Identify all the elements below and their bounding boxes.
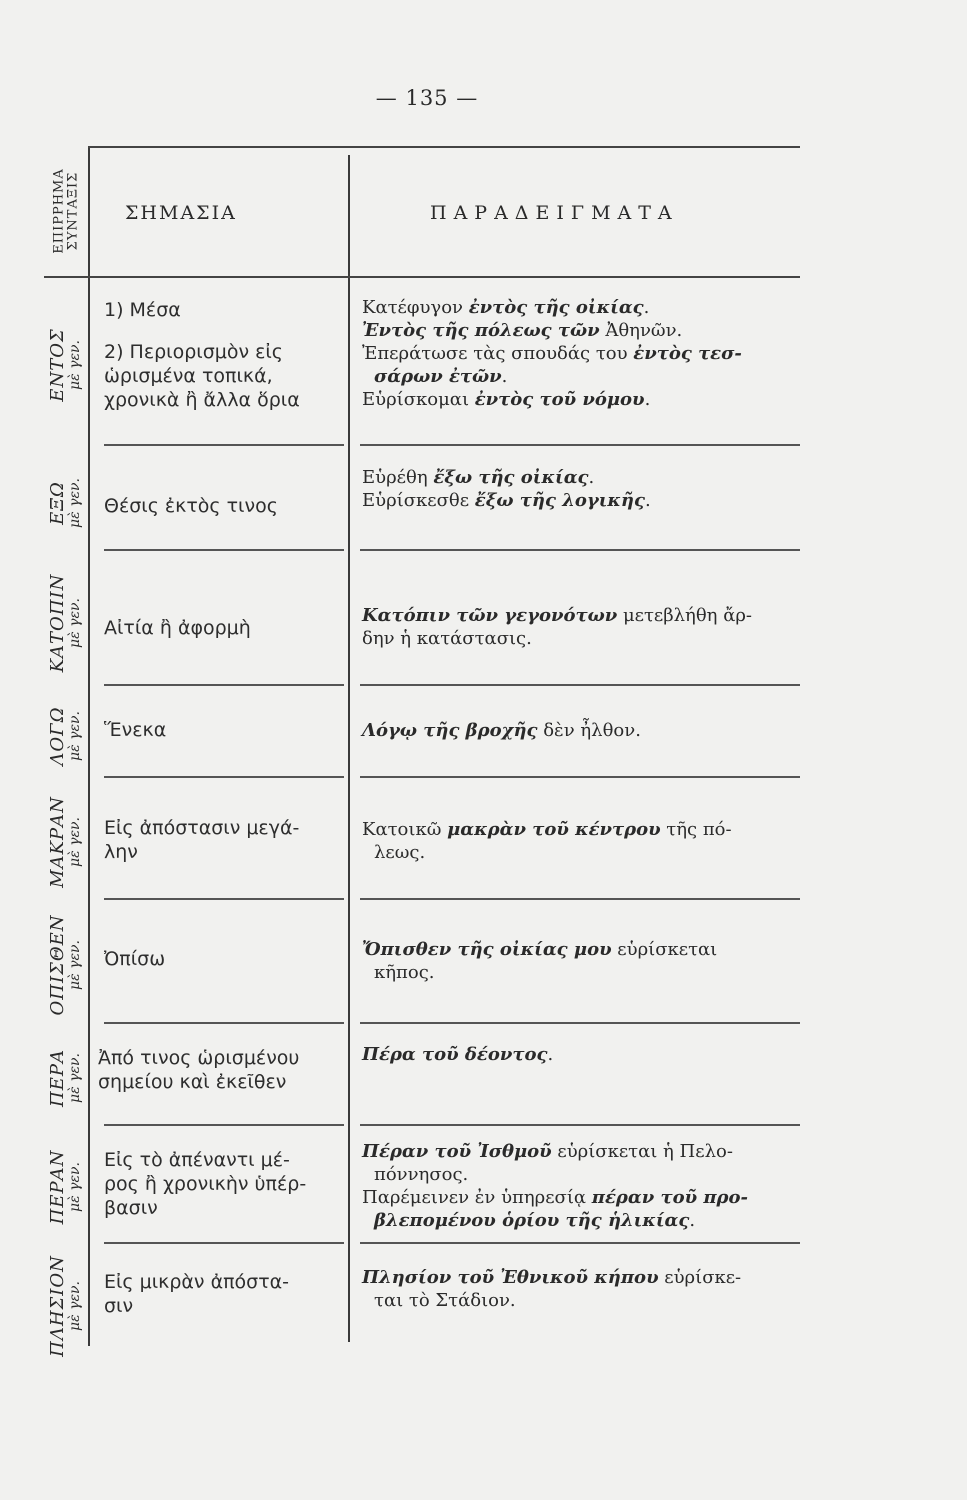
example-line: κῆπος.: [374, 962, 435, 983]
row-adverb: ΠΕΡΑ: [47, 1049, 69, 1107]
row-meaning: [104, 494, 348, 518]
example-line: Εὑρίσκομαι ἐντὸς τοῦ νόμου.: [362, 389, 651, 410]
row-adverb-cell: [44, 1028, 88, 1128]
example-line: Ἐντὸς τῆς πόλεως τῶν Ἀθηνῶν.: [362, 320, 683, 341]
row-meaning: [104, 616, 348, 640]
example-line: Εὑρέθη ἔξω τῆς οἰκίας.: [362, 467, 595, 488]
example-line: Κατέφυγον ἐντὸς τῆς οἰκίας.: [362, 297, 650, 318]
row-case: μὲ γεν.: [67, 1053, 84, 1103]
meaning-line: σιν: [104, 1295, 134, 1317]
row-adverb: ΠΕΡΑΝ: [47, 1149, 69, 1225]
meaning-line: βασιν: [104, 1197, 158, 1219]
example-line: δην ἡ κατάστασις.: [362, 628, 532, 649]
header-adverb-cell: [44, 146, 88, 276]
row-divider: [104, 898, 344, 900]
row-case: μὲ γεν.: [67, 1281, 84, 1331]
meaning-line: Εἰς ἀπόστασιν μεγά-: [104, 817, 300, 839]
row-divider: [360, 1242, 800, 1244]
meaning-line: 1) Μέσα: [104, 299, 181, 321]
example-line: πόννησος.: [374, 1164, 469, 1185]
meaning-line: 2) Περιορισμὸν εἰς ὡρισμένα τοπικά, χρονικὰ ἢ ἄλλα ὅρια: [104, 341, 300, 411]
row-divider: [360, 776, 800, 778]
row-examples: [362, 466, 802, 512]
example-line: σάρων ἐτῶν.: [374, 366, 508, 387]
row-divider: [104, 444, 344, 446]
example-line: Εὑρίσκεσθε ἔξω τῆς λογικῆς.: [362, 490, 651, 511]
row-examples: [362, 1043, 802, 1066]
example-line: βλεπομένου ὁρίου τῆς ἡλικίας.: [374, 1210, 696, 1231]
row-divider: [104, 684, 344, 686]
row-case: μὲ γεν.: [67, 597, 84, 648]
meaning-line: λην: [104, 841, 138, 863]
row-adverb-cell: [44, 280, 88, 450]
meaning-line: Εἰς μικρὰν ἀπόστα-: [104, 1271, 290, 1293]
row-case: μὲ γεν.: [67, 477, 84, 528]
row-adverb: ΟΠΙΣΘΕΝ: [47, 914, 69, 1016]
row-case: μὲ γεν.: [67, 340, 84, 390]
row-divider: [360, 549, 800, 551]
column-divider-middle: [348, 155, 350, 1342]
row-adverb-cell: [44, 1128, 88, 1246]
row-meaning: [104, 1270, 348, 1318]
column-divider-left: [88, 146, 90, 1346]
example-line: Ὄπισθεν τῆς οἰκίας μου εὑρίσκεται: [362, 939, 718, 960]
row-examples: [362, 938, 802, 984]
row-adverb: ΕΝΤΟΣ: [47, 328, 69, 402]
top-rule: [88, 146, 800, 148]
row-case: μὲ γεν.: [67, 711, 84, 761]
row-divider: [104, 776, 344, 778]
example-line: Κατόπιν τῶν γεγονότων μετεβλήθη ἄρ-: [362, 605, 753, 626]
row-adverb: ΛΟΓΩ: [47, 706, 69, 766]
row-adverb: ΚΑΤΟΠΙΝ: [47, 573, 69, 672]
example-line: Πέρα τοῦ δέοντος.: [362, 1044, 554, 1065]
header-examples: ΠΑΡΑΔΕΙΓΜΑΤΑ: [430, 202, 679, 224]
row-adverb-cell: [44, 902, 88, 1028]
row-case: μὲ γεν.: [67, 1162, 84, 1212]
row-meaning: [98, 1046, 354, 1094]
example-line: Ἐπεράτωσε τὰς σπουδάς του ἐντὸς τεσ-: [362, 343, 742, 364]
row-case: μὲ γεν.: [67, 817, 84, 867]
row-meaning: [104, 1148, 348, 1220]
row-meaning: [104, 298, 348, 412]
row-adverb: ΕΞΩ: [47, 480, 69, 525]
meaning-line: Εἰς τὸ ἀπέναντι μέ-: [104, 1149, 290, 1171]
meaning-line: Αἰτία ἢ ἀφορμὴ: [104, 617, 251, 639]
header-syntax-label: ΣΥΝΤΑΞΙΣ: [65, 171, 80, 251]
header-rule: [44, 276, 800, 278]
meaning-line: Ὀπίσω: [104, 948, 166, 970]
example-line: Πλησίον τοῦ Ἐθνικοῦ κήπου εὑρίσκε-: [362, 1267, 742, 1288]
row-divider: [360, 898, 800, 900]
row-divider: [104, 1242, 344, 1244]
row-examples: [362, 1140, 802, 1232]
row-divider: [104, 1022, 344, 1024]
row-adverb-cell: [44, 782, 88, 902]
example-line: Λόγῳ τῆς βροχῆς δὲν ἦλθον.: [362, 720, 641, 741]
row-divider: [360, 1022, 800, 1024]
row-adverb-cell: [44, 690, 88, 782]
row-meaning: [104, 718, 348, 742]
row-adverb: ΠΛΗΣΙΟΝ: [47, 1255, 69, 1357]
meaning-line: Ἕνεκα: [104, 719, 167, 741]
example-line: Κατοικῶ μακρὰν τοῦ κέντρου τῆς πό-: [362, 819, 732, 840]
row-divider: [104, 1124, 344, 1126]
example-line: Παρέμεινεν ἐν ὑπηρεσίᾳ πέραν τοῦ προ-: [362, 1187, 748, 1208]
row-examples: [362, 1266, 802, 1312]
meaning-line: ρος ἢ χρονικὴν ὑπέρ-: [104, 1173, 307, 1195]
row-divider: [360, 1124, 800, 1126]
row-meaning: [104, 816, 348, 864]
row-examples: [362, 719, 802, 742]
row-adverb-cell: [44, 450, 88, 555]
header-adverb-label: ΕΠΙΡΡΗΜΑ: [51, 168, 67, 254]
header-meaning: ΣΗΜΑΣΙΑ: [125, 202, 237, 224]
row-adverb-cell: [44, 1246, 88, 1366]
row-divider: [104, 549, 344, 551]
example-line: Πέραν τοῦ Ἰσθμοῦ εὑρίσκεται ἡ Πελο-: [362, 1141, 733, 1162]
row-examples: [362, 296, 802, 411]
row-meaning: [104, 947, 348, 971]
row-divider: [360, 684, 800, 686]
row-adverb-cell: [44, 555, 88, 690]
row-examples: [362, 818, 802, 864]
page-number: — 135 —: [375, 86, 479, 110]
row-divider: [360, 444, 800, 446]
row-case: μὲ γεν.: [67, 940, 84, 990]
example-line: λεως.: [374, 842, 426, 863]
row-examples: [362, 604, 802, 650]
example-line: ται τὸ Στάδιον.: [374, 1290, 516, 1311]
row-adverb: ΜΑΚΡΑΝ: [47, 796, 69, 888]
meaning-line: Ἀπό τινος ὡρισμένου σημείου καὶ ἐκεῖθεν: [98, 1047, 300, 1093]
meaning-line: Θέσις ἐκτὸς τινος: [104, 495, 278, 517]
